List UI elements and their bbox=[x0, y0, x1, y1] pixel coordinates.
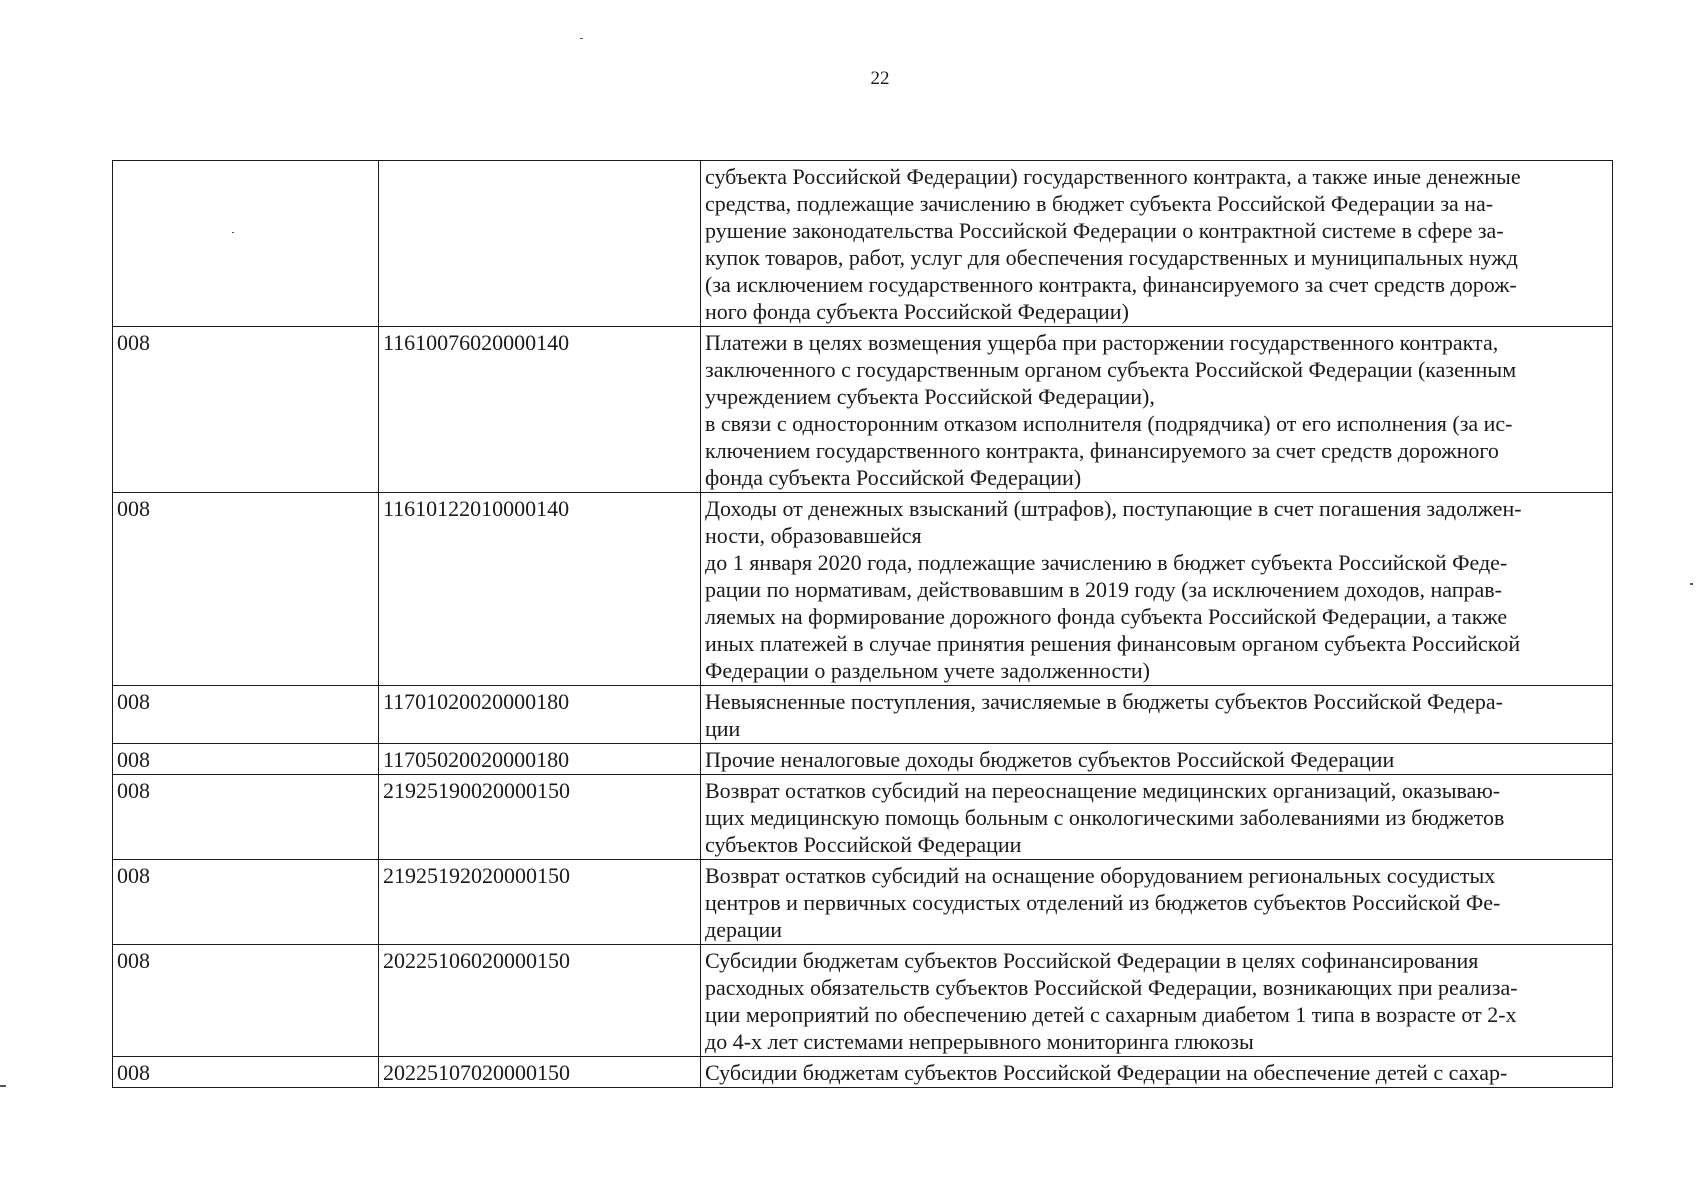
revenue-name-line: Доходы от денежных взысканий (штрафов), поступающие в счет погашения задолжен- bbox=[705, 496, 1522, 521]
table-row bbox=[113, 860, 1613, 945]
revenue-name-line: (за исключением государственного контракта, финансируемого за счет средств дорож- bbox=[705, 272, 1517, 297]
revenue-name-line: Возврат остатков субсидий на переоснащение медицинских организаций, оказываю- bbox=[705, 778, 1501, 803]
revenue-name-line: учреждением субъекта Российской Федерации), bbox=[705, 384, 1155, 409]
table-row bbox=[113, 493, 1613, 686]
admin-code-cell: 008 bbox=[113, 775, 379, 860]
table-row bbox=[113, 161, 1613, 327]
revenue-name-line: Прочие неналоговые доходы бюджетов субъектов Российской Федерации bbox=[705, 747, 1395, 772]
table-body bbox=[113, 161, 1613, 1088]
revenue-name-line: заключенного с государственным органом субъекта Российской Федерации (казенным bbox=[705, 357, 1517, 382]
revenue-codes-table-wrapper bbox=[112, 160, 1612, 1088]
admin-code-cell: 008 bbox=[113, 860, 379, 945]
scan-speck bbox=[1690, 583, 1693, 585]
scan-speck bbox=[580, 38, 583, 39]
revenue-name-line: купок товаров, работ, услуг для обеспечения государственных и муниципальных нужд bbox=[705, 245, 1518, 270]
revenue-name-line: расходных обязательств субъектов Российской Федерации, возникающих при реализа- bbox=[705, 975, 1518, 1000]
table-row bbox=[113, 1057, 1613, 1088]
admin-code-cell: 008 bbox=[113, 945, 379, 1057]
revenue-name-line: Субсидии бюджетам субъектов Российской Федерации в целях софинансирования bbox=[705, 948, 1479, 973]
revenue-name-line: центров и первичных сосудистых отделений из бюджетов субъектов Российской Фе- bbox=[705, 890, 1501, 915]
revenue-name-line: Федерации о раздельном учете задолженности) bbox=[705, 658, 1150, 683]
admin-code-cell: 008 bbox=[113, 1057, 379, 1088]
scan-speck bbox=[0, 1085, 6, 1087]
revenue-name-line: ного фонда субъекта Российской Федерации) bbox=[705, 299, 1129, 324]
revenue-name-line: фонда субъекта Российской Федерации) bbox=[705, 465, 1082, 490]
revenue-name-line: средства, подлежащие зачислению в бюджет субъекта Российской Федерации за на- bbox=[705, 191, 1494, 216]
budget-classification-code-cell: 21925192020000150 bbox=[379, 860, 701, 945]
revenue-name-line: субъекта Российской Федерации) государственного контракта, а также иные денежные bbox=[705, 164, 1521, 189]
table-row bbox=[113, 744, 1613, 775]
revenue-name-line: дерации bbox=[705, 917, 783, 942]
revenue-name-line: ции мероприятий по обеспечению детей с сахарным диабетом 1 типа в возрасте от 2-х bbox=[705, 1002, 1517, 1027]
revenue-name-line: Возврат остатков субсидий на оснащение оборудованием региональных сосудистых bbox=[705, 863, 1496, 888]
budget-classification-code-cell: 20225106020000150 bbox=[379, 945, 701, 1057]
budget-classification-code-cell: 20225107020000150 bbox=[379, 1057, 701, 1088]
revenue-name-cell bbox=[701, 327, 1613, 493]
table-row bbox=[113, 775, 1613, 860]
revenue-name-line: до 1 января 2020 года, подлежащие зачислению в бюджет субъекта Российской Феде- bbox=[705, 550, 1508, 575]
admin-code-cell bbox=[113, 161, 379, 327]
revenue-name-line: субъектов Российской Федерации bbox=[705, 832, 1022, 857]
revenue-name-line: Невыясненные поступления, зачисляемые в бюджеты субъектов Российской Федера- bbox=[705, 689, 1504, 714]
table-row bbox=[113, 327, 1613, 493]
revenue-name-line: иных платежей в случае принятия решения финансовым органом субъекта Российской bbox=[705, 631, 1521, 656]
revenue-name-line: ности, образовавшейся bbox=[705, 523, 922, 548]
revenue-codes-table bbox=[112, 160, 1613, 1088]
table-row bbox=[113, 686, 1613, 744]
revenue-name-cell bbox=[701, 945, 1613, 1057]
budget-classification-code-cell: 11701020020000180 bbox=[379, 686, 701, 744]
budget-classification-code-cell: 11610076020000140 bbox=[379, 327, 701, 493]
revenue-name-cell bbox=[701, 744, 1613, 775]
admin-code-cell: 008 bbox=[113, 686, 379, 744]
revenue-name-line: ции bbox=[705, 716, 741, 741]
admin-code-cell: 008 bbox=[113, 327, 379, 493]
revenue-name-cell bbox=[701, 1057, 1613, 1088]
revenue-name-cell bbox=[701, 493, 1613, 686]
revenue-name-line: рации по нормативам, действовавшим в 2019 году (за исключением доходов, направ- bbox=[705, 577, 1502, 602]
page-number: 22 bbox=[870, 68, 890, 89]
revenue-name-line: до 4-х лет системами непрерывного мониторинга глюкозы bbox=[705, 1029, 1254, 1054]
revenue-name-cell bbox=[701, 686, 1613, 744]
revenue-name-cell bbox=[701, 775, 1613, 860]
revenue-name-line: в связи с односторонним отказом исполнителя (подрядчика) от его исполнения (за ис- bbox=[705, 411, 1513, 436]
revenue-name-line: щих медицинскую помощь больным с онкологическими заболеваниями из бюджетов bbox=[705, 805, 1505, 830]
admin-code-cell: 008 bbox=[113, 744, 379, 775]
revenue-name-line: ключением государственного контракта, финансируемого за счет средств дорожного bbox=[705, 438, 1499, 463]
budget-classification-code-cell bbox=[379, 161, 701, 327]
table-row bbox=[113, 945, 1613, 1057]
revenue-name-cell bbox=[701, 860, 1613, 945]
budget-classification-code-cell: 11705020020000180 bbox=[379, 744, 701, 775]
revenue-name-line: рушение законодательства Российской Федерации о контрактной системе в сфере за- bbox=[705, 218, 1504, 243]
budget-classification-code-cell: 21925190020000150 bbox=[379, 775, 701, 860]
budget-classification-code-cell: 11610122010000140 bbox=[379, 493, 701, 686]
revenue-name-line: ляемых на формирование дорожного фонда субъекта Российской Федерации, а также bbox=[705, 604, 1508, 629]
revenue-name-line: Субсидии бюджетам субъектов Российской Федерации на обеспечение детей с сахар- bbox=[705, 1060, 1508, 1085]
admin-code-cell: 008 bbox=[113, 493, 379, 686]
revenue-name-cell bbox=[701, 161, 1613, 327]
revenue-name-line: Платежи в целях возмещения ущерба при расторжении государственного контракта, bbox=[705, 330, 1499, 355]
